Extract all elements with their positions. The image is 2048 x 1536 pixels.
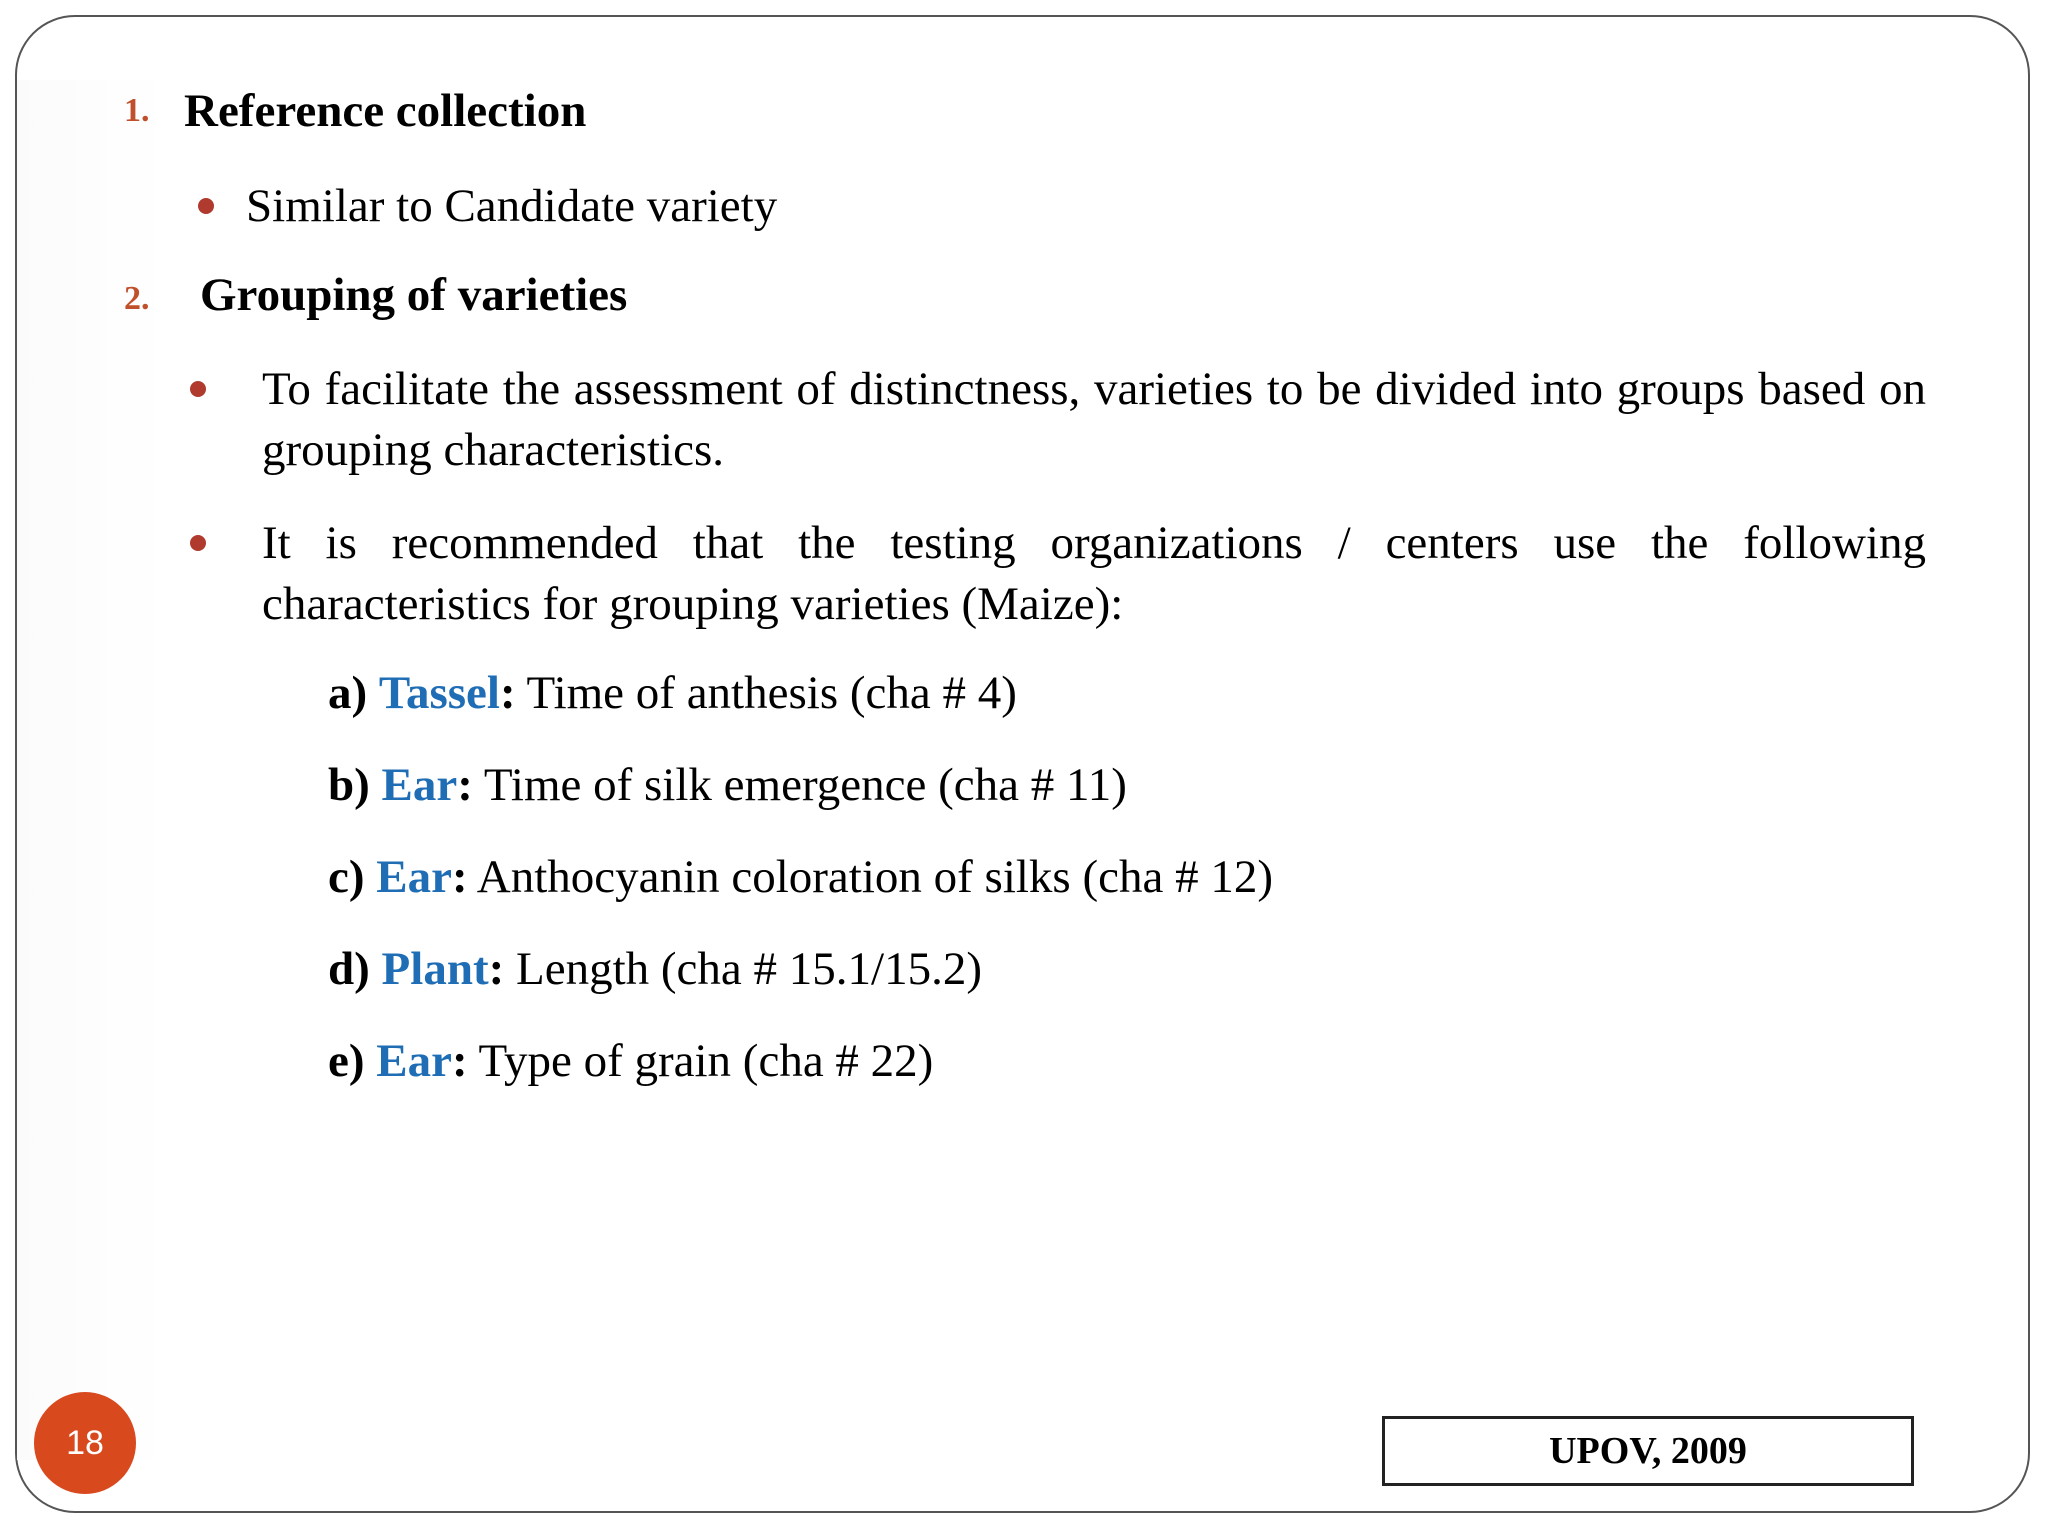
item-letter: a) bbox=[328, 667, 368, 719]
item-description: Anthocyanin coloration of silks (cha # 12) bbox=[467, 851, 1273, 903]
item-letter: d) bbox=[328, 943, 370, 995]
bullet-icon bbox=[190, 535, 206, 551]
item-colon: : bbox=[499, 667, 516, 719]
item-colon: : bbox=[488, 943, 505, 995]
slide-number-badge: 18 bbox=[34, 1392, 136, 1494]
item-letter: b) bbox=[328, 759, 370, 811]
item-keyword: Tassel bbox=[378, 667, 500, 719]
item-description: Type of grain (cha # 22) bbox=[467, 1035, 934, 1087]
grouping-item-d bbox=[328, 942, 982, 996]
item-keyword: Ear bbox=[376, 1035, 452, 1087]
grouping-item-e bbox=[328, 1034, 933, 1088]
grouping-item-c bbox=[328, 850, 1273, 904]
section-1-number: 1. bbox=[124, 92, 150, 129]
item-keyword: Ear bbox=[381, 759, 458, 811]
item-description: Time of anthesis (cha # 4) bbox=[515, 667, 1017, 719]
item-colon: : bbox=[451, 1035, 468, 1087]
section-1-bullet-1: Similar to Candidate variety bbox=[246, 180, 778, 232]
section-1-title: Reference collection bbox=[184, 85, 587, 137]
bullet-icon bbox=[190, 381, 206, 397]
item-keyword: Ear bbox=[376, 851, 452, 903]
section-2-bullet-1: To facilitate the assessment of distinctness, varieties to be divided into groups based on grouping characteristics. bbox=[262, 363, 1926, 476]
bullet-icon bbox=[198, 198, 214, 214]
item-letter: c) bbox=[328, 851, 365, 903]
grouping-item-b bbox=[328, 758, 1127, 812]
grouping-item-a bbox=[328, 666, 1017, 720]
item-colon: : bbox=[457, 759, 473, 811]
item-letter: e) bbox=[328, 1035, 365, 1087]
section-2-title: Grouping of varieties bbox=[200, 269, 628, 321]
item-colon: : bbox=[451, 851, 468, 903]
section-2-bullet-2: It is recommended that the testing organizations / centers use the following characteristics for grouping varieties (Maize): bbox=[262, 517, 1926, 630]
source-citation: UPOV, 2009 bbox=[1382, 1416, 1914, 1486]
section-2-number: 2. bbox=[124, 280, 150, 317]
item-description: Time of silk emergence (cha # 11) bbox=[472, 759, 1127, 811]
item-keyword: Plant bbox=[381, 943, 489, 995]
item-description: Length (cha # 15.1/15.2) bbox=[504, 943, 982, 995]
